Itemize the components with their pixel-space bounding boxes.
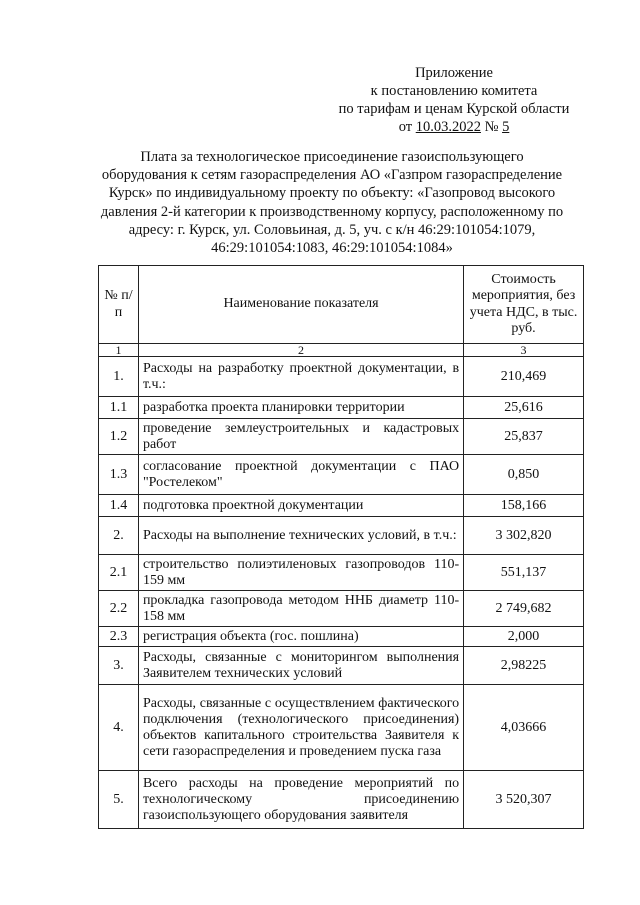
table-row bbox=[99, 627, 584, 647]
row-value: 2,000 bbox=[464, 627, 584, 647]
table-row bbox=[99, 647, 584, 685]
appendix-line-2: к постановлению комитета bbox=[370, 83, 538, 99]
table-row bbox=[99, 419, 584, 455]
index-cell-2: 2 bbox=[138, 344, 463, 357]
table-row bbox=[99, 517, 584, 555]
index-cell-3: 3 bbox=[464, 344, 584, 357]
row-value: 3 302,820 bbox=[464, 517, 584, 555]
table-row bbox=[99, 357, 584, 397]
row-num: 2. bbox=[99, 517, 139, 555]
title-line-1: Плата за технологическое присоединение газоиспользующего bbox=[140, 149, 524, 165]
document-title bbox=[82, 148, 582, 257]
table-row bbox=[99, 771, 584, 829]
table-row bbox=[99, 591, 584, 627]
index-cell-1: 1 bbox=[99, 344, 139, 357]
row-name: Всего расходы на проведение мероприятий по технологическому присоединению газоиспользующего оборудования заявителя bbox=[138, 771, 463, 829]
row-num: 1.1 bbox=[99, 397, 139, 419]
header-cost: Стоимость мероприятия, без учета НДС, в тыс. руб. bbox=[464, 266, 584, 344]
row-name: регистрация объекта (гос. пошлина) bbox=[138, 627, 463, 647]
title-line-6: 46:29:101054:1083, 46:29:101054:1084» bbox=[211, 240, 453, 257]
table-row bbox=[99, 555, 584, 591]
appendix-line-3: по тарифам и ценам Курской области bbox=[338, 101, 570, 117]
row-num: 4. bbox=[99, 685, 139, 771]
table-index-row bbox=[99, 344, 584, 357]
row-value: 4,03666 bbox=[464, 685, 584, 771]
row-value: 210,469 bbox=[464, 357, 584, 397]
decree-number: 5 bbox=[502, 119, 510, 135]
row-value: 0,850 bbox=[464, 455, 584, 495]
row-num: 2.1 bbox=[99, 555, 139, 591]
row-num: 2.2 bbox=[99, 591, 139, 627]
row-num: 3. bbox=[99, 647, 139, 685]
row-num: 2.3 bbox=[99, 627, 139, 647]
row-name: Расходы, связанные с осуществлением фактического подключения (технологического присоединения) объектов капитального строительства Заявителя к сети газораспределения и проведением пуска газа bbox=[138, 685, 463, 771]
cost-table bbox=[98, 265, 584, 829]
row-value: 3 520,307 bbox=[464, 771, 584, 829]
row-name: разработка проекта планировки территории bbox=[138, 397, 463, 419]
row-name: строительство полиэтиленовых газопроводов 110-159 мм bbox=[138, 555, 463, 591]
table-header-row bbox=[99, 266, 584, 344]
decree-date: 10.03.2022 bbox=[415, 119, 481, 135]
header-name: Наименование показателя bbox=[138, 266, 463, 344]
row-name: Расходы на разработку проектной документации, в т.ч.: bbox=[138, 357, 463, 397]
row-num: 1. bbox=[99, 357, 139, 397]
row-num: 5. bbox=[99, 771, 139, 829]
row-value: 551,137 bbox=[464, 555, 584, 591]
title-line-5: адресу: г. Курск, ул. Соловьиная, д. 5, уч. с к/н 46:29:101054:1079, bbox=[128, 221, 536, 238]
row-name: проведение землеустроительных и кадастровых работ bbox=[138, 419, 463, 455]
row-name: прокладка газопровода методом ННБ диаметр 110-158 мм bbox=[138, 591, 463, 627]
row-name: Расходы на выполнение технических условий, в т.ч.: bbox=[138, 517, 463, 555]
row-num: 1.4 bbox=[99, 495, 139, 517]
number-sign: № bbox=[484, 119, 499, 135]
table-row bbox=[99, 397, 584, 419]
row-name: Расходы, связанные с мониторингом выполнения Заявителем технических условий bbox=[138, 647, 463, 685]
row-name: подготовка проектной документации bbox=[138, 495, 463, 517]
title-line-3: Курск» по индивидуальному проекту по объекту: «Газопровод высокого bbox=[108, 185, 556, 202]
row-value: 2,98225 bbox=[464, 647, 584, 685]
table-row bbox=[99, 495, 584, 517]
appendix-line-1: Приложение bbox=[415, 65, 493, 81]
title-line-2: оборудования к сетям газораспределения АО «Газпром газораспределение bbox=[101, 167, 563, 184]
title-line-4: давления 2-й категории к производственному корпусу, расположенному по bbox=[100, 203, 564, 220]
row-value: 25,616 bbox=[464, 397, 584, 419]
row-num: 1.2 bbox=[99, 419, 139, 455]
row-num: 1.3 bbox=[99, 455, 139, 495]
table-row bbox=[99, 455, 584, 495]
appendix-date-line bbox=[324, 118, 584, 136]
header-num: № п/п bbox=[99, 266, 139, 344]
row-value: 25,837 bbox=[464, 419, 584, 455]
date-prefix: от bbox=[398, 119, 413, 135]
table-row bbox=[99, 685, 584, 771]
row-name: согласование проектной документации с ПАО "Ростелеком" bbox=[138, 455, 463, 495]
appendix-header bbox=[324, 64, 584, 136]
row-value: 158,166 bbox=[464, 495, 584, 517]
row-value: 2 749,682 bbox=[464, 591, 584, 627]
